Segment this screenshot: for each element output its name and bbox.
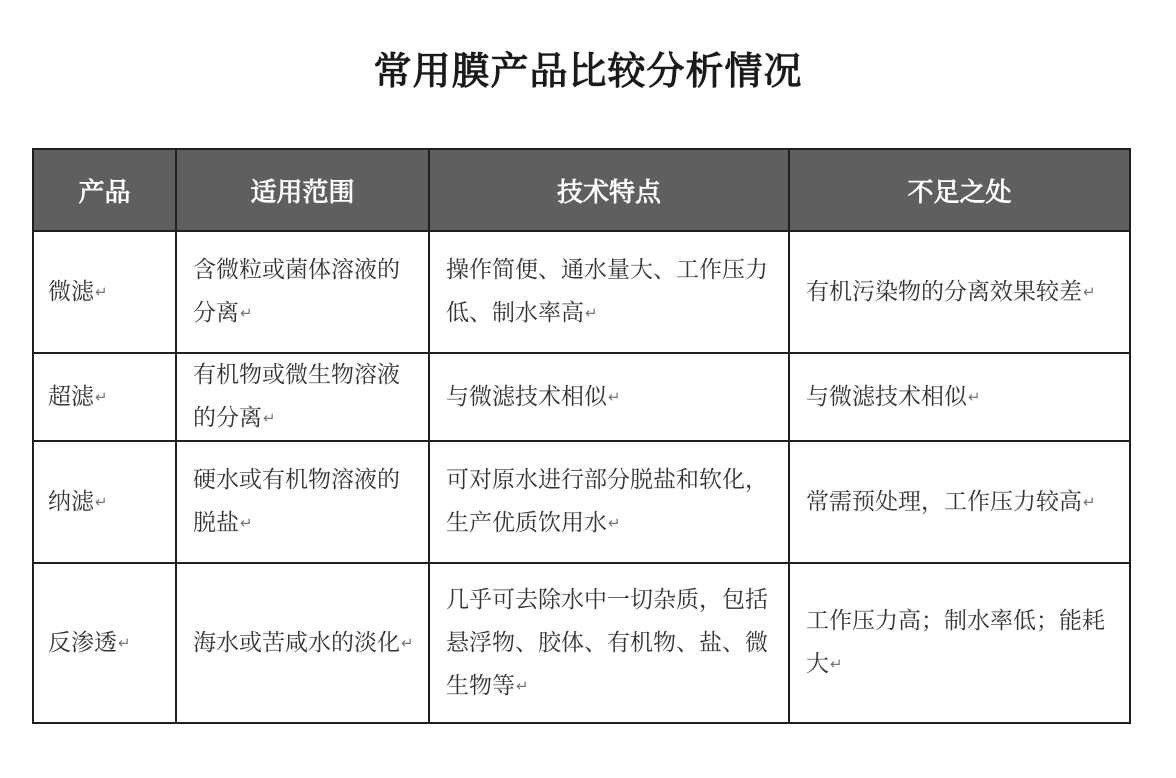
cell-text: 常需预处理，工作压力较高 [806, 488, 1082, 515]
cell-text: 可对原水进行部分脱盐和软化，生产优质饮用水 [446, 467, 768, 536]
cell-product [33, 441, 176, 563]
return-mark-icon: ↵ [401, 633, 414, 652]
return-mark-icon: ↵ [585, 304, 598, 322]
cell-text: 有机物或微生物溶液的分离 [193, 362, 400, 431]
cell-text: 几乎可去除水中一切杂质，包括悬浮物、胶体、有机物、盐、微生物等 [446, 586, 768, 699]
cell-text: 与微滤技术相似 [446, 383, 607, 410]
page-title: 常用膜产品比较分析情况 [373, 49, 803, 93]
header-product: 产品 [33, 149, 176, 231]
cell-text: 微滤 [48, 278, 94, 305]
cell-text: 操作简便、通水量大、工作压力低、制水率高 [446, 257, 768, 326]
cell-drawbacks [789, 353, 1130, 441]
return-mark-icon: ↵ [516, 676, 529, 695]
cell-text: 反渗透 [48, 629, 117, 656]
cell-text: 纳滤 [48, 488, 94, 515]
header-scope: 适用范围 [176, 149, 429, 231]
return-mark-icon: ↵ [608, 387, 621, 406]
return-mark-icon: ↵ [240, 514, 253, 532]
cell-product [33, 231, 176, 353]
table-row [33, 231, 1130, 353]
cell-text: 海水或苦咸水的淡化 [193, 629, 400, 656]
return-mark-icon: ↵ [263, 409, 276, 427]
cell-features [429, 563, 789, 723]
return-mark-icon: ↵ [608, 514, 621, 532]
header-drawbacks: 不足之处 [789, 149, 1130, 231]
return-mark-icon: ↵ [830, 655, 843, 673]
return-mark-icon: ↵ [95, 492, 108, 511]
cell-features [429, 353, 789, 441]
cell-scope [176, 231, 429, 353]
cell-text: 超滤 [48, 383, 94, 410]
cell-scope [176, 441, 429, 563]
return-mark-icon: ↵ [95, 387, 108, 406]
return-mark-icon: ↵ [1083, 282, 1096, 301]
return-mark-icon: ↵ [968, 387, 981, 406]
table-row [33, 441, 1130, 563]
cell-scope [176, 563, 429, 723]
cell-drawbacks [789, 563, 1130, 723]
return-mark-icon: ↵ [118, 633, 131, 652]
cell-product [33, 353, 176, 441]
cell-text: 工作压力高；制水率低；能耗大 [806, 608, 1105, 677]
cell-features [429, 231, 789, 353]
table-header-row [33, 149, 1130, 231]
table-row [33, 563, 1130, 723]
cell-text: 含微粒或菌体溶液的分离 [193, 257, 400, 326]
comparison-table [32, 148, 1131, 724]
cell-text: 与微滤技术相似 [806, 383, 967, 410]
cell-drawbacks [789, 441, 1130, 563]
return-mark-icon: ↵ [1083, 492, 1096, 511]
return-mark-icon: ↵ [240, 304, 253, 322]
cell-product [33, 563, 176, 723]
return-mark-icon: ↵ [95, 282, 108, 301]
table-row [33, 353, 1130, 441]
cell-text: 硬水或有机物溶液的脱盐 [193, 467, 400, 536]
cell-text: 有机污染物的分离效果较差 [806, 278, 1082, 305]
cell-scope [176, 353, 429, 441]
cell-features [429, 441, 789, 563]
header-features: 技术特点 [429, 149, 789, 231]
cell-drawbacks [789, 231, 1130, 353]
